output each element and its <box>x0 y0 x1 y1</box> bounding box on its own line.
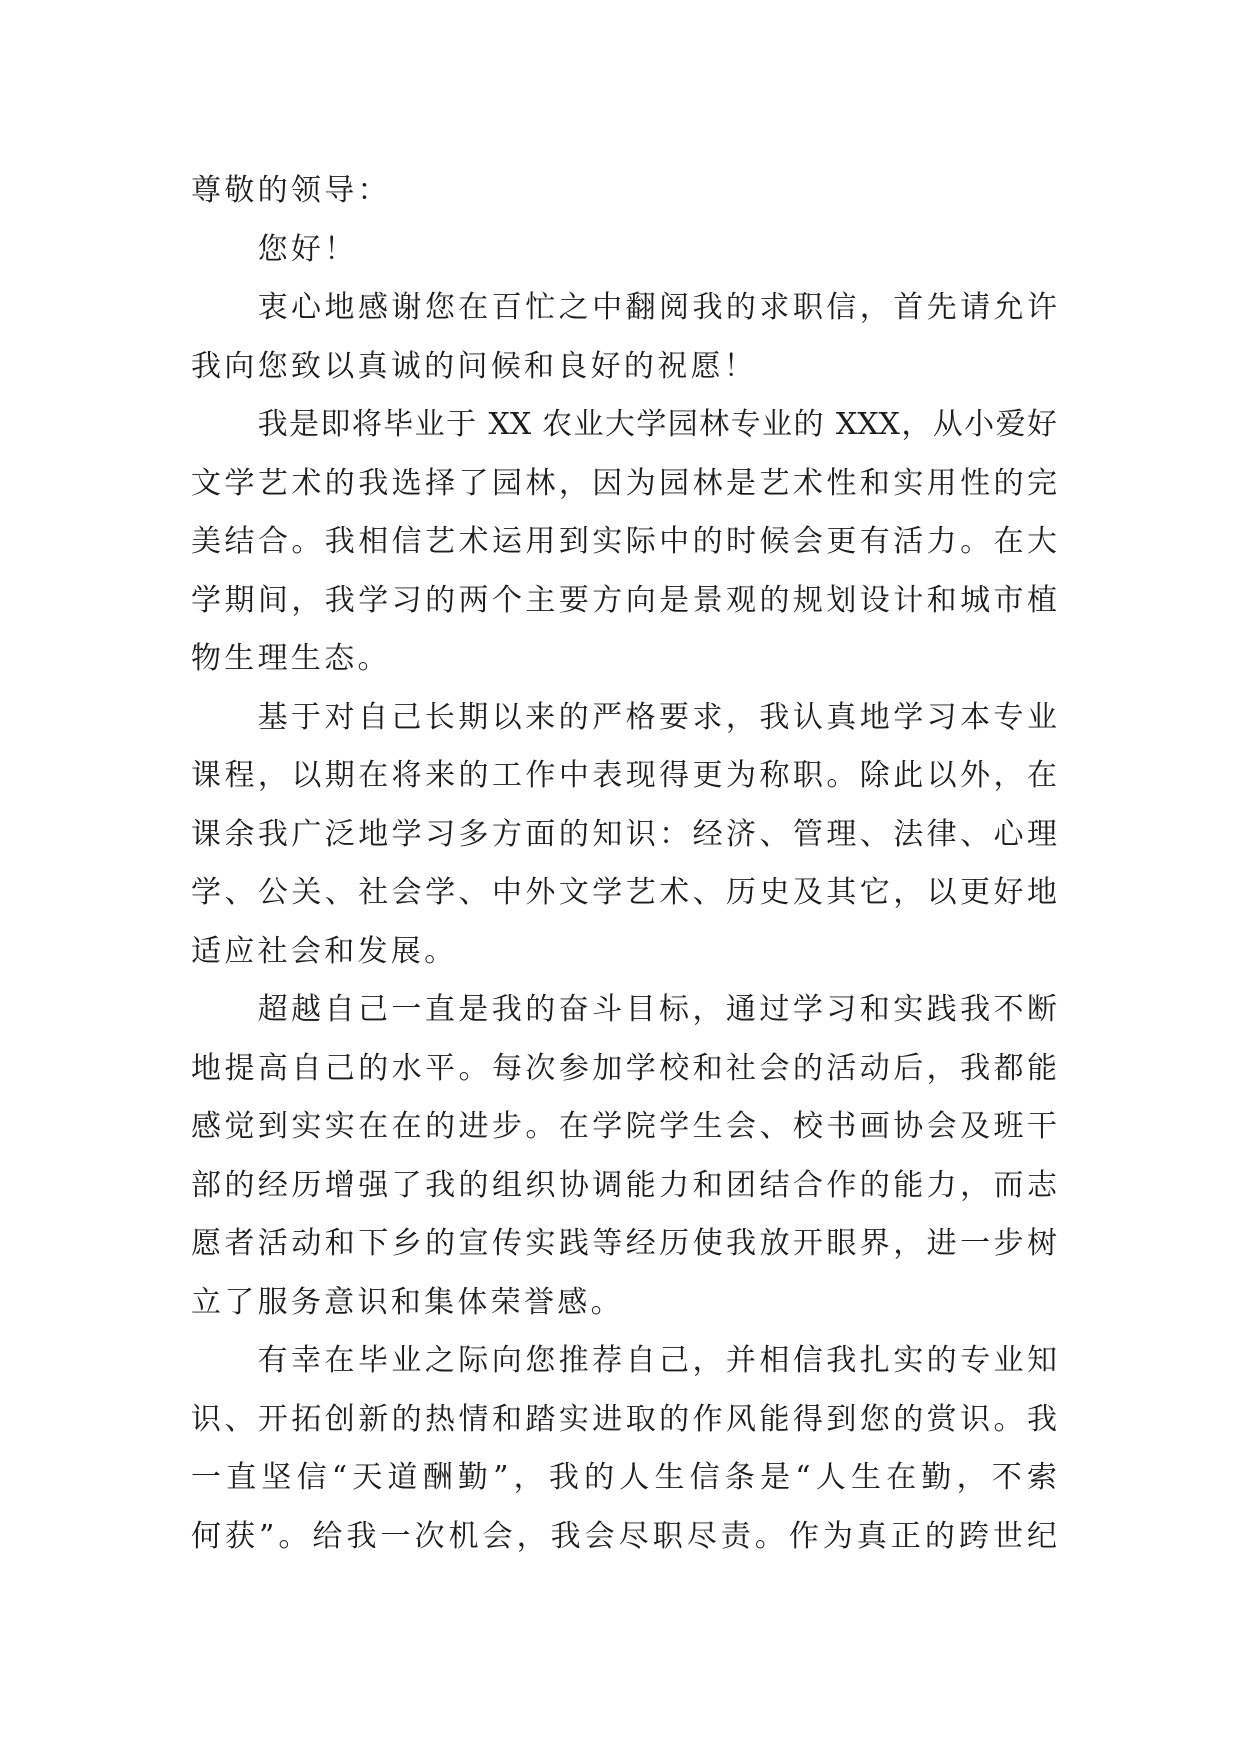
paragraph-line: 超越自己一直是我的奋斗目标，通过学习和实践我不断 <box>257 992 1057 1027</box>
letter-body <box>191 162 1057 1566</box>
paragraph-line: 我是即将毕业于 XX 农业大学园林专业的 XXX，从小爱好 <box>257 407 1057 442</box>
paragraph-line: 识、开拓创新的热情和踏实进取的作风能得到您的赏识。我 <box>191 1401 1057 1437</box>
paragraph <box>191 981 1057 1332</box>
paragraph-line: 适应社会和发展。 <box>191 933 458 969</box>
paragraph-line: 物生理生态。 <box>191 641 391 676</box>
salutation: 尊敬的领导： <box>191 173 391 208</box>
paragraph-line: 我向您致以真诚的问候和良好的祝愿！ <box>191 348 758 384</box>
paragraph-line: 部的经历增强了我的组织协调能力和团结合作的能力，而志 <box>191 1167 1057 1203</box>
paragraph-line: 美结合。我相信艺术运用到实际中的时候会更有活力。在大 <box>191 524 1057 559</box>
paragraph-line: 立了服务意识和集体荣誉感。 <box>191 1284 624 1320</box>
paragraph-line: 有幸在毕业之际向您推荐自己，并相信我扎实的专业知 <box>257 1343 1057 1378</box>
paragraph <box>191 221 1057 280</box>
paragraph <box>191 1332 1057 1566</box>
paragraph-line: 您好！ <box>257 231 358 267</box>
paragraph-line: 学、公关、社会学、中外文学艺术、历史及其它，以更好地 <box>191 875 1057 910</box>
paragraph-line: 学期间，我学习的两个主要方向是景观的规划设计和城市植 <box>191 582 1057 618</box>
paragraph-line: 地提高自己的水平。每次参加学校和社会的活动后，我都能 <box>191 1050 1057 1086</box>
paragraph <box>191 396 1057 689</box>
paragraph-line: 感觉到实实在在的进步。在学院学生会、校书画协会及班干 <box>191 1109 1057 1144</box>
paragraph-line: 一直坚信“天道酬勤”，我的人生信条是“人生在勤，不索 <box>191 1460 1057 1495</box>
paragraph <box>191 689 1057 982</box>
paragraph <box>191 279 1057 396</box>
paragraph-line: 文学艺术的我选择了园林，因为园林是艺术性和实用性的完 <box>191 465 1057 501</box>
paragraph-line: 课余我广泛地学习多方面的知识：经济、管理、法律、心理 <box>191 816 1057 852</box>
paragraph-line: 基于对自己长期以来的严格要求，我认真地学习本专业 <box>257 699 1057 735</box>
paragraph-line: 愿者活动和下乡的宣传实践等经历使我放开眼界，进一步树 <box>191 1226 1057 1261</box>
paragraph-line: 何获”。给我一次机会，我会尽职尽责。作为真正的跨世纪 <box>191 1518 1057 1554</box>
paragraph-line: 衷心地感谢您在百忙之中翻阅我的求职信，首先请允许 <box>257 290 1057 325</box>
paragraph-line: 课程，以期在将来的工作中表现得更为称职。除此以外，在 <box>191 758 1057 793</box>
